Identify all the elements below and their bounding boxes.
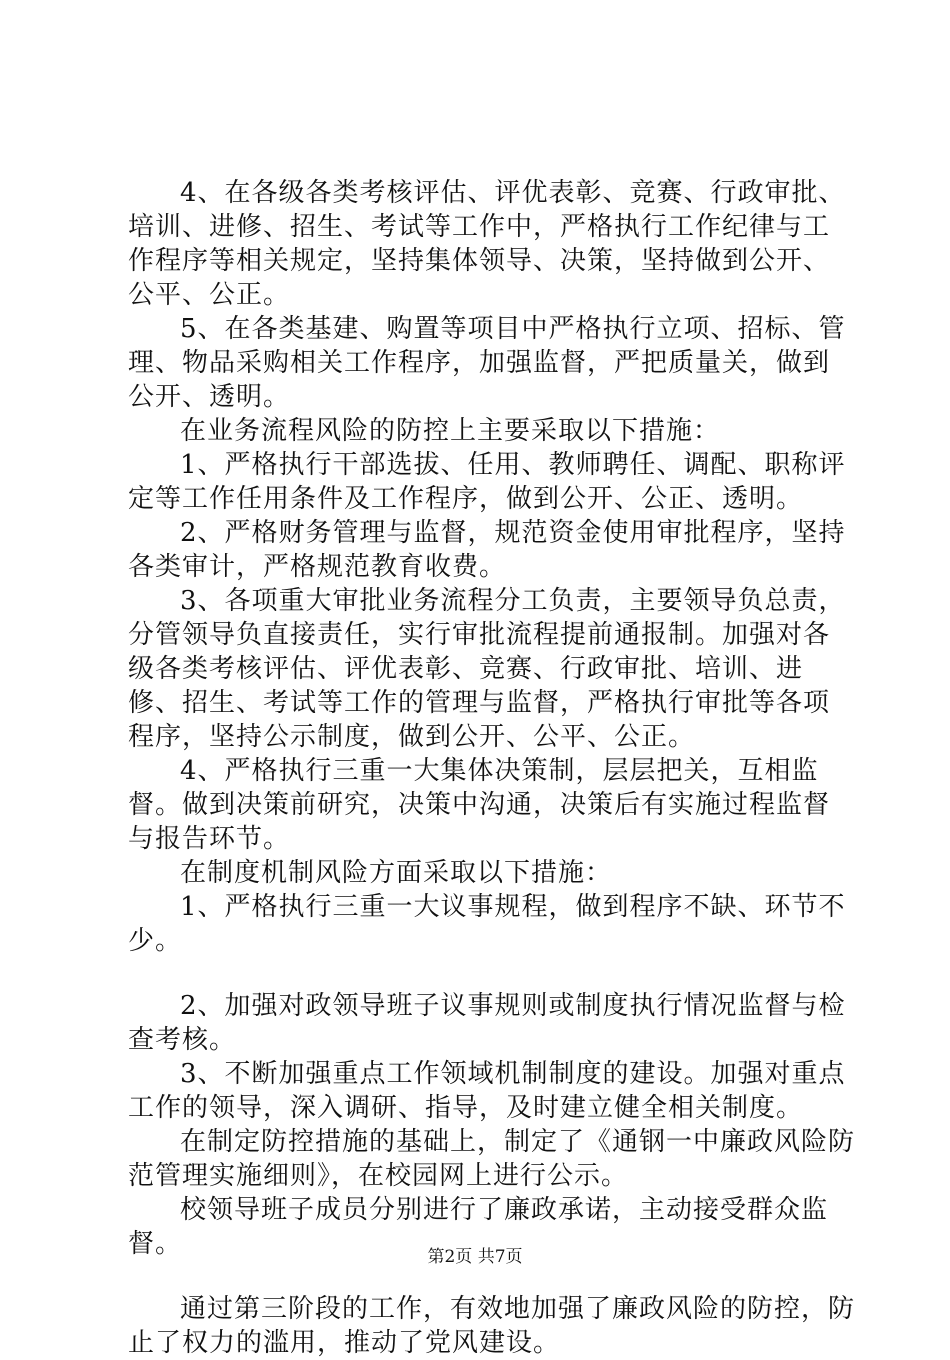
paragraph: 4、在各级各类考核评估、评优表彰、竞赛、行政审批、培训、进修、招生、考试等工作中，严格执行工作纪律与工作程序等相关规定，坚持集体领导、决策，坚持做到公开、公平、公正。 bbox=[128, 178, 846, 310]
paragraph: 3、不断加强重点工作领域机制制度的建设。加强对重点工作的领导，深入调研、指导，及时建立健全相关制度。 bbox=[128, 1059, 846, 1123]
paragraph: 2、加强对政领导班子议事规则或制度执行情况监督与检查考核。 bbox=[128, 991, 846, 1055]
paragraph: 在制度机制风险方面采取以下措施： bbox=[180, 858, 613, 888]
paragraph: 在制定防控措施的基础上，制定了《通钢一中廉政风险防范管理实施细则》，在校园网上进行公示。 bbox=[128, 1127, 856, 1191]
paragraph: 校领导班子成员分别进行了廉政承诺，主动接受群众监督。 bbox=[128, 1195, 829, 1259]
paragraph: 5、在各类基建、购置等项目中严格执行立项、招标、管理、物品采购相关工作程序，加强监督，严把质量关，做到公开、透明。 bbox=[128, 314, 846, 412]
document-body bbox=[128, 176, 856, 1360]
page-number-footer: 第2页 共7页 bbox=[427, 1247, 523, 1267]
paragraph-spacer bbox=[128, 958, 856, 989]
paragraph: 通过第三阶段的工作，有效地加强了廉政风险的防控，防止了权力的滥用，推动了党风建设。 bbox=[128, 1294, 856, 1358]
paragraph: 2、严格财务管理与监督，规范资金使用审批程序，坚持各类审计，严格规范教育收费。 bbox=[128, 518, 846, 582]
paragraph: 1、严格执行三重一大议事规程，做到程序不缺、环节不少。 bbox=[128, 892, 846, 956]
paragraph: 1、严格执行干部选拔、任用、教师聘任、调配、职称评定等工作任用条件及工作程序，做到公开、公正、透明。 bbox=[128, 450, 846, 514]
paragraph: 在业务流程风险的防控上主要采取以下措施： bbox=[180, 416, 721, 446]
paragraph: 4、严格执行三重一大集体决策制，层层把关，互相监督。做到决策前研究，决策中沟通，决策后有实施过程监督与报告环节。 bbox=[128, 756, 831, 854]
paragraph: 3、各项重大审批业务流程分工负责，主要领导负总责，分管领导负直接责任，实行审批流程提前通报制。加强对各级各类考核评估、评优表彰、竞赛、行政审批、培训、进修、招生、考试等工作的管理与监督，严格执行审批等各项程序，坚持公示制度，做到公开、公平、公正。 bbox=[128, 586, 846, 752]
